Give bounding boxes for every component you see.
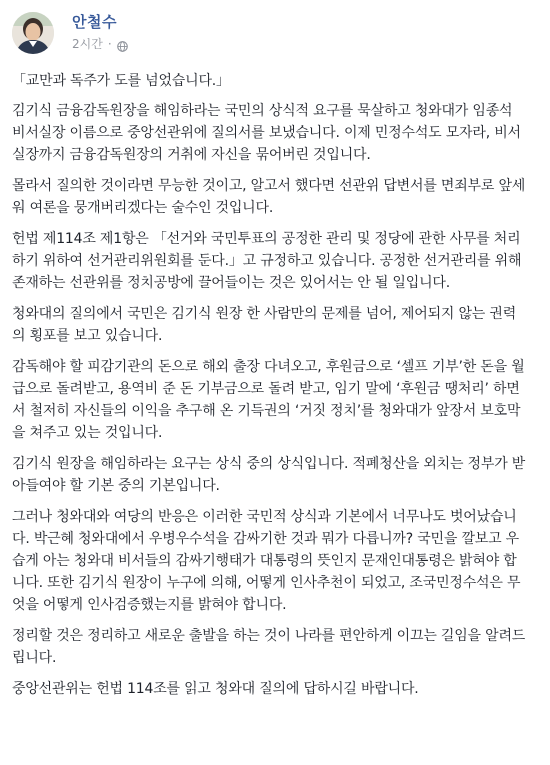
post-paragraph: 중앙선관위는 헌법 114조를 읽고 청와대 질의에 답하시길 바랍니다. [12, 681, 419, 697]
post-body [12, 70, 538, 700]
post-header [12, 10, 538, 60]
post-paragraph: 헌법 제114조 제1항은 「선거와 국민투표의 공정한 관리 및 정당에 관한 사무를 처리하기 위하여 선거관리위원회를 둔다.」고 규정하고 있습니다. 공정한 선거관리를 위해 존재하는 선관위를 정치공방에 끌어들이는 것은 있어서는 안 될 일입니다. [12, 231, 522, 291]
post-paragraph: 청와대의 질의에서 국민은 김기식 원장 한 사람만의 문제를 넘어, 제어되지 않는 권력의 횡포를 보고 있습니다. [12, 306, 517, 344]
post-paragraph: 그러나 청와대와 여당의 반응은 이러한 국민적 상식과 기본에서 너무나도 벗어났습니다. 박근혜 청와대에서 우병우수석을 감싸기한 것과 뭐가 다릅니까? 국민을 깔보고 우습게 아는 청와대 비서들의 감싸기행태가 대통령의 뜻인지 문재인대통령은 밝혀야 합니다. 또한 김기식 원장이 누구에 의해, 어떻게 인사추천이 되었고, 조국민정수석은 무엇을 어떻게 인사검증했는지를 밝혀야 합니다. [12, 509, 521, 613]
globe-icon[interactable] [117, 39, 128, 50]
author-name[interactable]: 안철수 [72, 13, 117, 31]
post-paragraph: 정리할 것은 정리하고 새로운 출발을 하는 것이 나라를 편안하게 이끄는 길임을 알려드립니다. [12, 628, 526, 666]
post-timestamp[interactable]: 2시간 [72, 37, 103, 51]
meta-separator: · [107, 37, 112, 51]
post-meta [72, 12, 128, 53]
post-paragraph: 김기식 원장을 해임하라는 요구는 상식 중의 상식입니다. 적폐청산을 외치는 정부가 받아들여야 할 기본 중의 기본입니다. [12, 456, 526, 494]
profile-avatar[interactable] [12, 12, 54, 54]
post-paragraph: 몰라서 질의한 것이라면 무능한 것이고, 알고서 했다면 선관위 답변서를 면죄부로 앞세워 여론을 뭉개버리겠다는 술수인 것입니다. [12, 178, 526, 216]
post-paragraph: 감독해야 할 피감기관의 돈으로 해외 출장 다녀오고, 후원금으로 ‘셀프 기부’한 돈을 월급으로 돌려받고, 용역비 준 돈 기부금으로 돌려 받고, 임기 말에 ‘후원금 땡처리’ 하면서 철저히 자신들의 이익을 추구해 온 기득권의 ‘거짓 정치’를 청와대가 앞장서 보호막을 쳐주고 있는 것입니다. [12, 359, 525, 441]
post-paragraph: 김기식 금융감독원장을 해임하라는 국민의 상식적 요구를 묵살하고 청와대가 임종석 비서실장 이름으로 중앙선관위에 질의서를 보냈습니다. 이제 민정수석도 모자라, 비서실장까지 금융감독원장의 거취에 자신을 묶어버린 것입니다. [12, 103, 521, 163]
avatar-image [12, 12, 54, 54]
post-subline [72, 35, 128, 53]
post-paragraph-title: 「교만과 독주가 도를 넘었습니다.」 [12, 73, 230, 89]
